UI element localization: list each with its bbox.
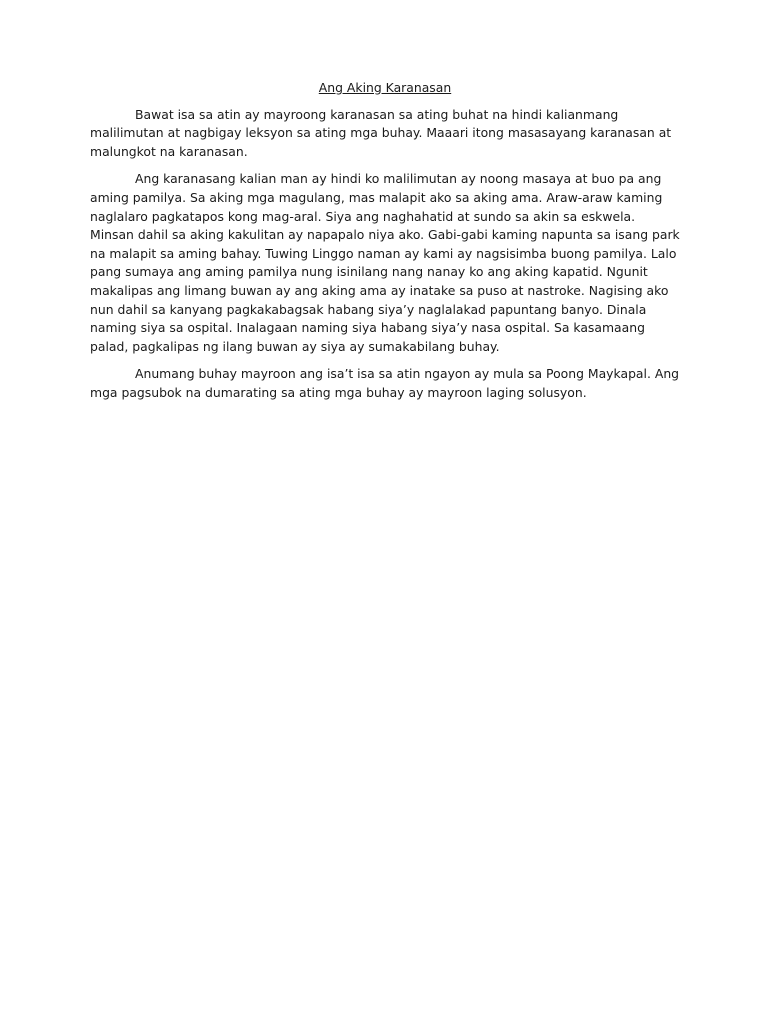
document-body: [90, 79, 680, 412]
paragraph-2: Ang karanasang kalian man ay hindi ko malilimutan ay noong masaya at buo pa ang aming pamilya. Sa aking mga magulang, mas malapit ako sa aking ama. Araw-araw kaming naglalaro pagkatapos kong mag-aral. Siya ang naghahatid at sundo sa akin sa eskwela. Minsan dahil sa aking kakulitan ay napapalo niya ako. Gabi-gabi kaming napunta sa isang park na malapit sa aming bahay. Tuwing Linggo naman ay kami ay nagsisimba buong pamilya. Lalo pang sumaya ang aming pamilya nung isinilang nang nanay ko ang aking kapatid. Ngunit makalipas ang limang buwan ay ang aking ama ay inatake sa puso at nastroke. Nagising ako nun dahil sa kanyang pagkakabagsak habang siya’y naglalakad papuntang banyo. Dinala naming siya sa ospital. Inalagaan naming siya habang siya’y nasa ospital. Sa kasamaang palad, pagkalipas ng ilang buwan ay siya ay sumakabilang buhay.: [90, 171, 680, 354]
document-title: Ang Aking Karanasan: [318, 80, 452, 95]
paragraph-3: Anumang buhay mayroon ang isa’t isa sa atin ngayon ay mula sa Poong Maykapal. Ang mga pagsubok na dumarating sa ating mga buhay ay mayroon laging solusyon.: [90, 366, 680, 400]
paragraph-1: Bawat isa sa atin ay mayroong karanasan sa ating buhat na hindi kalianmang malilimutan at nagbigay leksyon sa ating mga buhay. Maaari itong masasayang karanasan at malungkot na karanasan.: [90, 106, 672, 159]
